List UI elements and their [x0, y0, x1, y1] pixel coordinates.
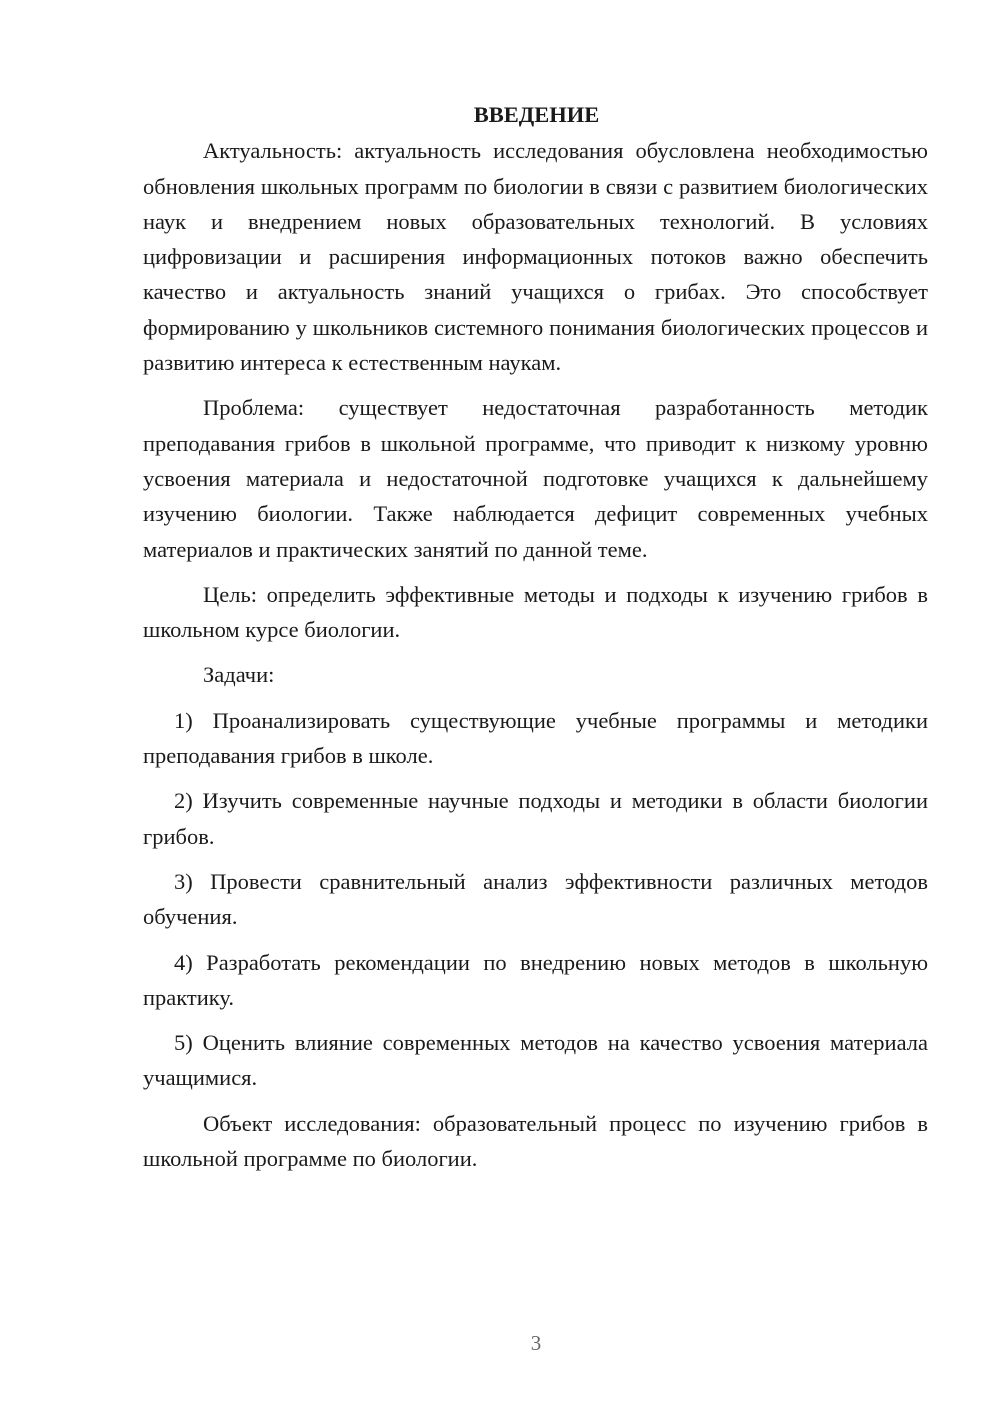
relevance-paragraph: Актуальность: актуальность исследования обусловлена необходимостью обновления школьных программ по биологии в связи с развитием биологических наук и внедрением новых образовательных технологий. В условиях цифровизации и расширения информационных потоков важно обеспечить качество и актуальность знаний учащихся о грибах. Это способствует формированию у школьников системного понимания биологических процессов и развитию интереса к естественным наукам.: [143, 138, 928, 376]
section-title: ВВЕДЕНИЕ: [473, 102, 600, 127]
page-content: [143, 97, 928, 1176]
object-paragraph: Объект исследования: образовательный процесс по изучению грибов в школьной программе по биологии.: [143, 1110, 928, 1172]
task-item: 4) Разработать рекомендации по внедрению новых методов в школьную практику.: [143, 949, 928, 1010]
tasks-list: [143, 703, 928, 1096]
task-item: 3) Провести сравнительный анализ эффективности различных методов обучения.: [143, 868, 928, 930]
task-item: 5) Оценить влияние современных методов на качество усвоения материала учащимися.: [143, 1030, 928, 1091]
tasks-heading: Задачи:: [203, 662, 275, 688]
problem-paragraph: Проблема: существует недостаточная разработанность методик преподавания грибов в школьной программе, что приводит к низкому уровню усвоения материала и недостаточной подготовке учащихся к дальнейшему изучению биологии. Также наблюдается дефицит современных учебных материалов и практических занятий по данной теме.: [143, 395, 928, 562]
page-number: 3: [530, 1331, 542, 1355]
task-item: 2) Изучить современные научные подходы и методики в области биологии грибов.: [143, 788, 928, 849]
goal-paragraph: Цель: определить эффективные методы и подходы к изучению грибов в школьном курсе биологии.: [143, 581, 928, 643]
task-item: 1) Проанализировать существующие учебные программы и методики преподавания грибов в школе.: [143, 707, 928, 769]
